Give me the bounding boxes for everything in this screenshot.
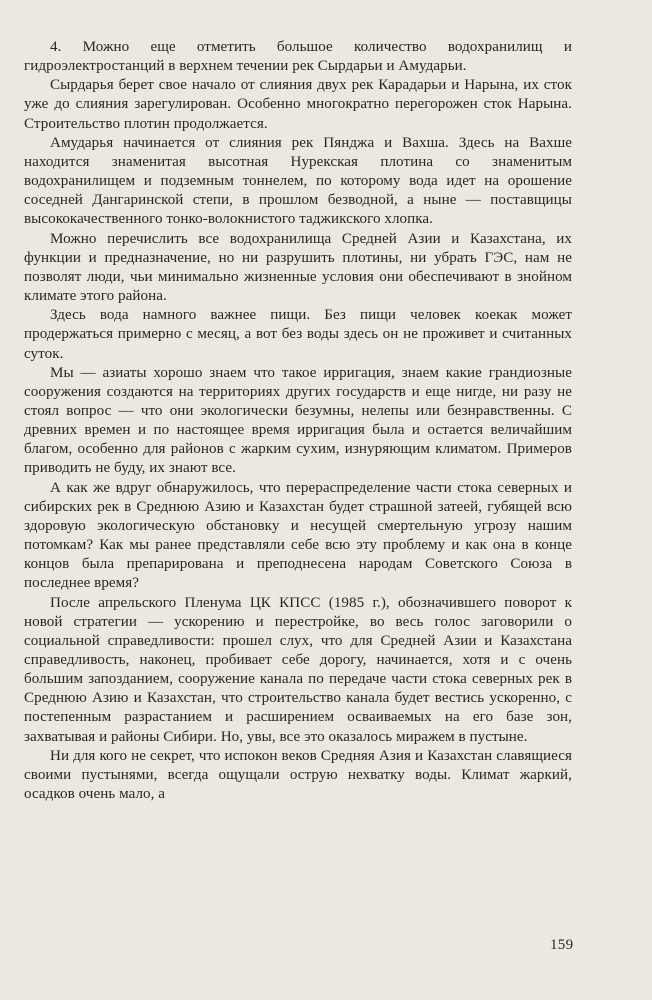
paragraph-syrdarya: Сырдарья берет свое начало от слияния двух рек Карадарьи и Нарына, их сток уже до слияния зарегулирован. Особенно многократно перегорожен сток Нарына. Строительство плотин продолжается. <box>24 77 572 132</box>
paragraph-april-plenum: После апрельского Пленума ЦК КПСС (1985 г.), обозначившего поворот к новой стратегии — ускорению и перестройке, во весь голос заговорили о социальной справедливости: прошел слух, что для Средней Азии и Казахстана справедливость, наконец, пробивает себе дорогу, начинается, хотя и с очень большим запозданием, сооружение канала по передаче части стока северных рек в Среднюю Азию и Казахстан, что строительство канала будет вестись ускоренно, с постепенным разрастанием и расширением осваиваемых на его базе зон, захватывая и районы Сибири. Но, увы, все это оказалось миражем в пустыне. <box>24 594 572 745</box>
body-text <box>24 38 572 804</box>
paragraph-water-shortage: Ни для кого не секрет, что испокон веков Средняя Азия и Казахстан славящиеся своими пустынями, всегда ощущали острую нехватку воды. Климат жаркий, осадков очень мало, а <box>24 747 572 803</box>
page-number: 159 <box>550 937 574 953</box>
paragraph-reservoirs-function: Можно перечислить все водохранилища Средней Азии и Казахстана, их функции и предназначение, но ни разрушить плотины, ни убрать ГЭС, нам не позволят люди, чьи минимально жизненные условия они обеспечивают в знойном климате этого района. <box>24 230 572 305</box>
paragraph-river-diversion: А как же вдруг обнаружилось, что перераспределение части стока северных и сибирских рек в Среднюю Азию и Казахстан будет страшной затеей, губящей всю здоровую экологическую обстановку и несущей смертельную угрозу нашим потомкам? Как мы ранее представляли себе всю эту проблему и как она в конце концов была препарирована и преподнесена народам Советского Союза в последнее время? <box>24 479 572 592</box>
paragraph-amudarya: Амударья начинается от слияния рек Пянджа и Вахша. Здесь на Вахше находится знаменитая высотная Нурекская плотина со знаменитым водохранилищем и подземным тоннелем, по которому вода идет на орошение соседней Дангаринской степи, в прошлом безводной, а ныне — поставщицы высококачественного тонко-волокнистого таджикского хлопка. <box>24 134 572 228</box>
paragraph-irrigation: Мы — азиаты хорошо знаем что такое ирригация, знаем какие грандиозные сооружения создаются на территориях других государств и еще нигде, ни разу не стоял вопрос — что они экологически безумны, нелепы или безнравственны. С древних времен и по настоящее время ирригация была и остается величайшим благом, особенно для районов с жарким сухим, изнуряющим климатом. Примеров приводить не буду, их знают все. <box>24 364 572 477</box>
paragraph-water-vs-food: Здесь вода намного важнее пищи. Без пищи человек коекак может продержаться примерно с месяц, а вот без воды здесь он не проживет и считанных суток. <box>24 307 572 362</box>
paragraph-reservoirs-list: 4. Можно еще отметить большое количество водохранилищ и гидроэлектростанций в верхнем течении рек Сырдарьи и Амударьи. <box>24 39 572 75</box>
